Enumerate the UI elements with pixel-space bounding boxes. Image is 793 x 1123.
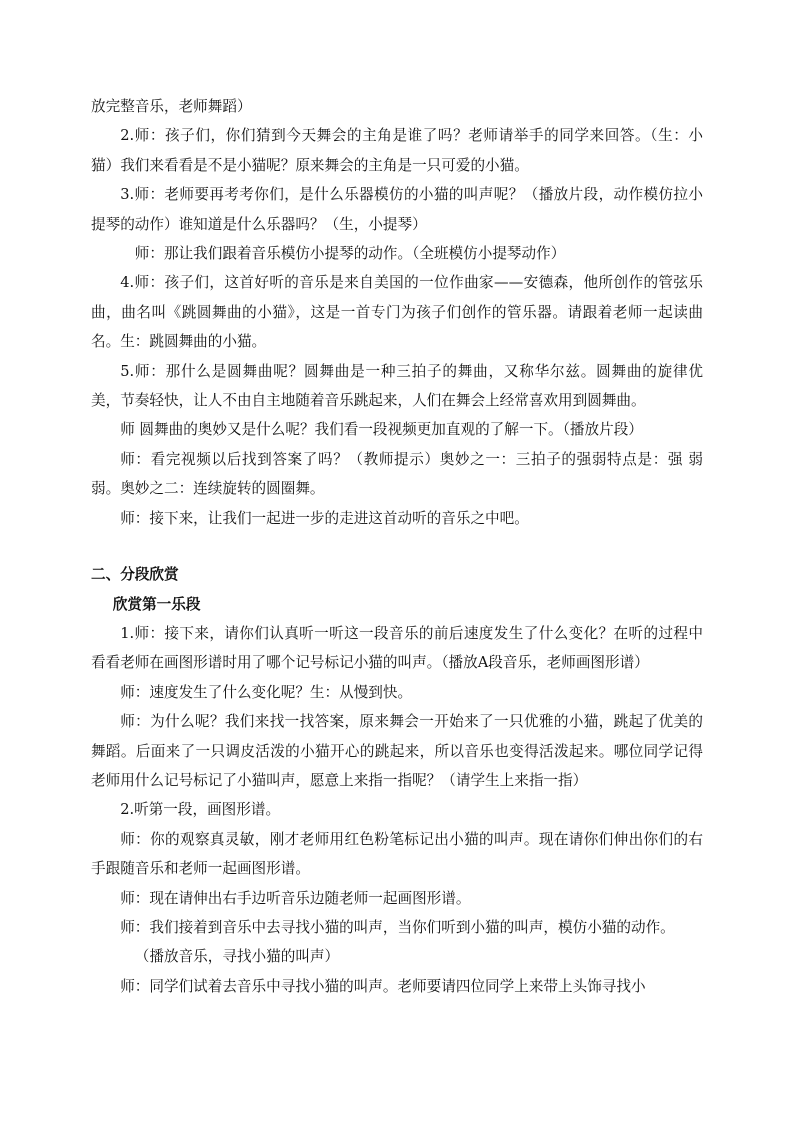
section-gap	[91, 533, 703, 560]
paragraph-7: 师 圆舞曲的奥妙又是什么呢？我们看一段视频更加直观的了解一下。（播放片段）	[120, 421, 643, 439]
paragraph-14: 师：你的观察真灵敏，刚才老师用红色粉笔标记出小猫的叫声。现在请你们伸出你们的右手跟随音乐和老师一起画图形谱。	[91, 830, 703, 878]
paragraph-6: 5.师：那什么是圆舞曲呢？圆舞曲是一种三拍子的舞曲，又称华尔兹。圆舞曲的旋律优美，节奏轻快，让人不由自主地随着音乐跳起来，人们在舞会上经常喜欢用到圆舞曲。	[91, 362, 703, 410]
paragraph-1: 放完整音乐，老师舞蹈）	[91, 98, 252, 115]
paragraph-8: 师：看完视频以后找到答案了吗？（教师提示）奥妙之一：三拍子的强弱特点是：强 弱 弱。奥妙之二：连续旋转的圆圈舞。	[91, 450, 703, 498]
section-title: 二、分段欣赏	[91, 566, 179, 584]
subsection-title: 欣赏第一乐段	[112, 595, 201, 613]
paragraph-10: 1.师：接下来，请你们认真听一听这一段音乐的前后速度发生了什么变化？在听的过程中看看老师在画图形谱时用了哪个记号标记小猫的叫声。（播放A段音乐，老师画图形谱）	[91, 624, 703, 672]
paragraph-15: 师：现在请伸出右手边听音乐边随老师一起画图形谱。	[120, 889, 471, 907]
paragraph-18: 师：同学们试着去音乐中寻找小猫的叫声。老师要请四位同学上来带上头饰寻找小	[120, 977, 646, 995]
document-body	[91, 92, 703, 1001]
paragraph-16: 师：我们接着到音乐中去寻找小猫的叫声，当你们听到小猫的叫声，模仿小猫的动作。	[120, 918, 675, 936]
paragraph-11: 师：速度发生了什么变化呢？生：从慢到快。	[120, 683, 413, 701]
paragraph-17: （播放音乐，寻找小猫的叫声）	[134, 948, 340, 966]
paragraph-3: 3.师：老师要再考考你们，是什么乐器模仿的小猫的叫声呢？（播放片段，动作模仿拉小提琴的动作）谁知道是什么乐器吗？（生，小提琴）	[91, 186, 703, 233]
paragraph-12: 师：为什么呢？我们来找一找答案，原来舞会一开始来了一只优雅的小猫，跳起了优美的舞蹈。后面来了一只调皮活泼的小猫开心的跳起来，所以音乐也变得活泼起来。哪位同学记得老师用什么记号标记了小猫叫声，愿意上来指一指呢？（请学生上来指一指）	[91, 713, 703, 789]
paragraph-4: 师：那让我们跟着音乐模仿小提琴的动作。（全班模仿小提琴动作）	[134, 245, 566, 263]
paragraph-5: 4.师：孩子们，这首好听的音乐是来自美国的一位作曲家——安德森，他所创作的管弦乐曲，曲名叫《跳圆舞曲的小猫》，这是一首专门为孩子们创作的管乐器。请跟着老师一起读曲名。生：跳圆舞曲的小猫。	[91, 274, 703, 351]
paragraph-9: 师：接下来，让我们一起进一步的走进这首动听的音乐之中吧。	[120, 509, 529, 527]
paragraph-2: 2.师：孩子们，你们猜到今天舞会的主角是谁了吗？老师请举手的同学来回答。（生：小猫）我们来看看是不是小猫呢？原来舞会的主角是一只可爱的小猫。	[91, 127, 703, 174]
paragraph-13: 2.听第一段，画图形谱。	[120, 801, 281, 819]
